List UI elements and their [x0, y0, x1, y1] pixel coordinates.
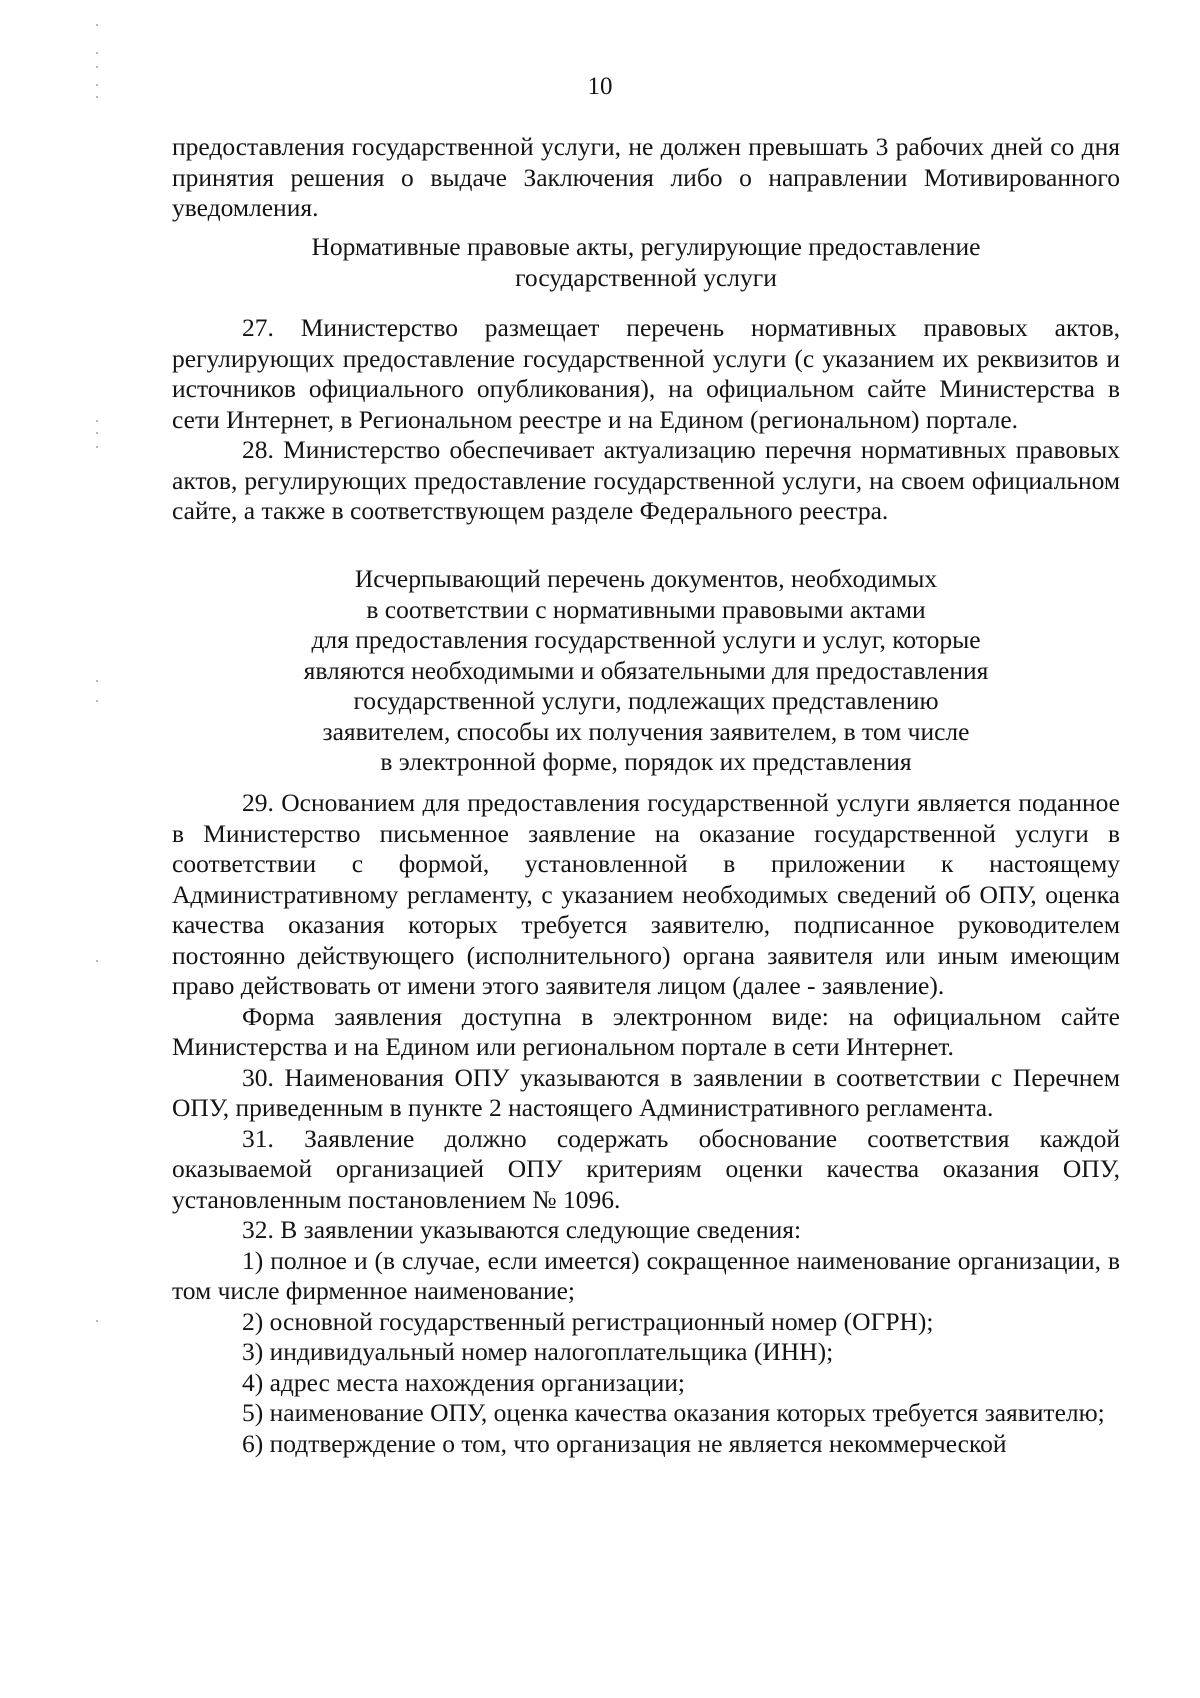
page-number: 10: [587, 73, 613, 100]
list-item-4: 4) адрес места нахождения организации;: [242, 1367, 686, 1397]
paragraph-27: 27. Министерство размещает перечень нормативных правовых актов, регулирующих предоставление государственной услуги (с указанием их реквизитов и источников официального опубликования), на официальном сайте Министерства в сети Интернет, в Региональном реестре и на Едином (региональном) портале.: [172, 313, 1120, 434]
intro-paragraph: предоставления государственной услуги, не должен превышать 3 рабочих дней со дня принятия решения о выдаче Заключения либо о направлении Мотивированного уведомления.: [172, 132, 1120, 222]
section-documents-list: [172, 788, 1120, 1459]
intro-block: [172, 132, 1120, 224]
section-normative-acts: [172, 313, 1120, 527]
heading-line: являются необходимыми и обязательными для предоставления: [303, 655, 989, 685]
list-item-3: 3) индивидуальный номер налогоплательщика (ИНН);: [242, 1337, 834, 1366]
list-item-1: 1) полное и (в случае, если имеется) сокращенное наименование организации, в том числе фирменное наименование;: [172, 1245, 1120, 1305]
heading-line: Исчерпывающий перечень документов, необходимых: [354, 564, 938, 593]
heading-documents-list: [172, 564, 1120, 778]
section-heading: [172, 232, 1120, 293]
paragraph-29-form: Форма заявления доступна в электронном виде: на официальном сайте Министерства и на Едином или региональном портале в сети Интернет.: [172, 1001, 1120, 1061]
paragraph-32: 32. В заявлении указываются следующие сведения:: [242, 1215, 802, 1244]
heading-line: в электронной форме, порядок их представления: [380, 747, 912, 776]
heading-line: государственной услуги, подлежащих представлению: [353, 686, 939, 715]
heading-line: заявителем, способы их получения заявителем, в том числе: [322, 716, 970, 746]
paragraph-30: 30. Наименования ОПУ указываются в заявлении в соответствии с Перечнем ОПУ, приведенным в пункте 2 настоящего Административного регламента.: [172, 1062, 1120, 1122]
heading-line: для предоставления государственной услуги и услуг, которые: [311, 625, 981, 654]
paragraph-31: 31. Заявление должно содержать обоснование соответствия каждой оказываемой организацией ОПУ критериям оценки качества оказания ОПУ, установленным постановлением № 1096.: [172, 1123, 1120, 1214]
scan-edge-marks: [96, 0, 106, 1698]
list-item-2: 2) основной государственный регистрационный номер (ОГРН);: [242, 1306, 934, 1336]
paragraph-29: 29. Основанием для предоставления государственной услуги является поданное в Министерство письменное заявление на оказание государственной услуги в соответствии с формой, установленной в приложении к настоящему Административному регламенту, с указанием необходимых сведений об ОПУ, оценка качества оказания которых требуется заявителю, подписанное руководителем постоянно действующего (исполнительного) органа заявителя или иным имеющим право действовать от имени этого заявителя лицом (далее - заявление).: [172, 788, 1120, 1000]
heading-line: Нормативные правовые акты, регулирующие предоставление: [311, 232, 981, 261]
list-item-5: 5) наименование ОПУ, оценка качества оказания которых требуется заявителю;: [242, 1398, 1105, 1427]
heading-normative-acts: [172, 232, 1120, 293]
section-heading: [172, 564, 1120, 778]
list-item-6: 6) подтверждение о том, что организация не является некоммерческой: [242, 1428, 1007, 1458]
heading-line: в соответствии с нормативными правовыми актами: [366, 594, 926, 624]
heading-line: государственной услуги: [515, 262, 777, 292]
paragraph-28: 28. Министерство обеспечивает актуализацию перечня нормативных правовых актов, регулирующих предоставление государственной услуги, на своем официальном сайте, а также в соответствующем разделе Федерального реестра.: [172, 435, 1120, 525]
